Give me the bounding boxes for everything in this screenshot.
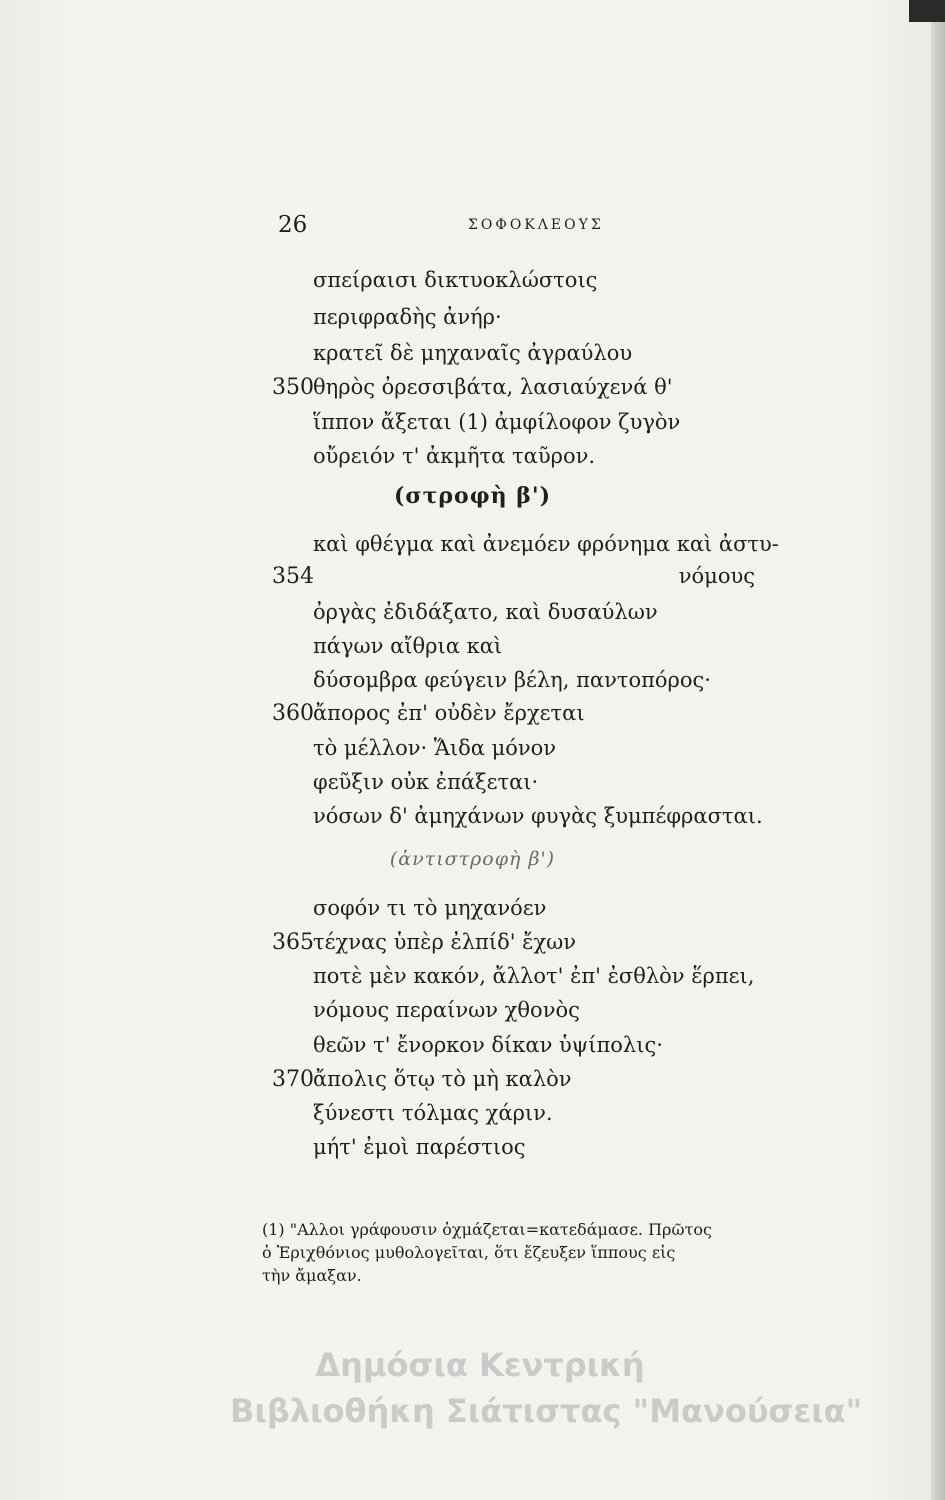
verse-line (0, 634, 945, 666)
verse-text: τὸ μέλλον· Ἅιδα μόνον (313, 736, 557, 760)
library-watermark-line2: Βιβλιοθήκη Σιάτιστας "Μανούσεια" (230, 1392, 863, 1430)
verse-line (0, 268, 945, 300)
antistrophe-heading: (ἀντιστροφὴ β') (389, 848, 556, 870)
verse-line (0, 1067, 945, 1099)
line-number: 350 (272, 375, 314, 400)
footnote-line: ὁ Ἐριχθόνιος μυθολογεῖται, ὅτι ἔζευξεν ἵππους εἰς (262, 1243, 676, 1262)
strophe-heading: (στροφὴ β') (393, 483, 552, 509)
verse-text: νόμους περαίνων χθονὸς (313, 998, 580, 1022)
line-number: 370 (272, 1067, 314, 1092)
verse-text: φεῦξιν οὐκ ἐπάξεται· (313, 770, 539, 794)
verse-text: ἵππον ἄξεται (1) ἀμφίλοφον ζυγὸν (313, 410, 681, 434)
verse-text: πάγων αἴθρια καὶ (313, 634, 503, 658)
verse-line (0, 1101, 945, 1133)
verse-text: ποτὲ μὲν κακόν, ἄλλοτ' ἐπ' ἐσθλὸν ἕρπει, (313, 964, 755, 988)
footnote-line: τὴν ἄμαξαν. (262, 1266, 362, 1285)
verse-line (0, 410, 945, 442)
verse-text: ξύνεστι τόλμας χάριν. (313, 1101, 553, 1125)
verse-line (0, 896, 945, 928)
verse-text: τέχνας ὑπὲρ ἐλπίδ' ἔχων (313, 930, 577, 954)
verse-line (0, 804, 945, 836)
verse-line (0, 930, 945, 962)
verse-text: νόμους (678, 564, 755, 588)
verse-text: σοφόν τι τὸ μηχανόεν (313, 896, 547, 920)
scan-corner-mark (909, 0, 945, 22)
verse-line (0, 600, 945, 632)
verse-line (0, 305, 945, 337)
library-watermark-line1: Δημόσια Κεντρική (315, 1346, 645, 1384)
page-header (278, 212, 798, 242)
verse-text: οὔρειόν τ' ἀκμῆτα ταῦρον. (313, 444, 596, 468)
verse-line (0, 668, 945, 700)
page-number: 26 (278, 212, 308, 238)
verse-line (0, 736, 945, 768)
verse-line (0, 964, 945, 996)
verse-text: σπείραισι δικτυοκλώστοις (313, 268, 598, 292)
verse-line (0, 375, 945, 407)
verse-line (0, 770, 945, 802)
line-number: 360 (272, 701, 314, 726)
verse-line (0, 701, 945, 733)
running-head: ΣΟΦΟΚΛΕΟΥΣ (468, 217, 604, 233)
verse-line (0, 1135, 945, 1167)
footnote-line: (1) "Αλλοι γράφουσιν ὀχμάζεται=κατεδάμασε. Πρῶτος (262, 1220, 712, 1239)
verse-text: δύσομβρα φεύγειν βέλη, παντοπόρος· (313, 668, 711, 692)
verse-line (0, 532, 945, 564)
verse-text: ὀργὰς ἐδιδάξατο, καὶ δυσαύλων (313, 600, 658, 624)
verse-text: θεῶν τ' ἔνορκον δίκαν ὑψίπολις· (313, 1033, 663, 1057)
verse-text: ἄπολις ὅτῳ τὸ μὴ καλὸν (313, 1067, 572, 1091)
verse-line (0, 1033, 945, 1065)
verse-line (0, 998, 945, 1030)
line-number: 354 (272, 564, 314, 589)
verse-text: περιφραδὴς ἀνήρ· (313, 305, 502, 329)
verse-text: καὶ φθέγμα καὶ ἀνεμόεν φρόνημα καὶ ἀστυ- (313, 532, 779, 556)
verse-text: θηρὸς ὀρεσσιβάτα, λασιαύχενά θ' (313, 375, 673, 399)
line-number: 365 (272, 930, 314, 955)
verse-line (0, 341, 945, 373)
verse-line (0, 564, 945, 596)
verse-text: νόσων δ' ἀμηχάνων φυγὰς ξυμπέφρασται. (313, 804, 763, 828)
verse-line (0, 444, 945, 476)
verse-text: μήτ' ἐμοὶ παρέστιος (313, 1135, 526, 1159)
verse-text: ἄπορος ἐπ' οὐδὲν ἔρχεται (313, 701, 585, 725)
footnote (262, 1218, 902, 1287)
verse-text: κρατεῖ δὲ μηχαναῖς ἀγραύλου (313, 341, 633, 365)
